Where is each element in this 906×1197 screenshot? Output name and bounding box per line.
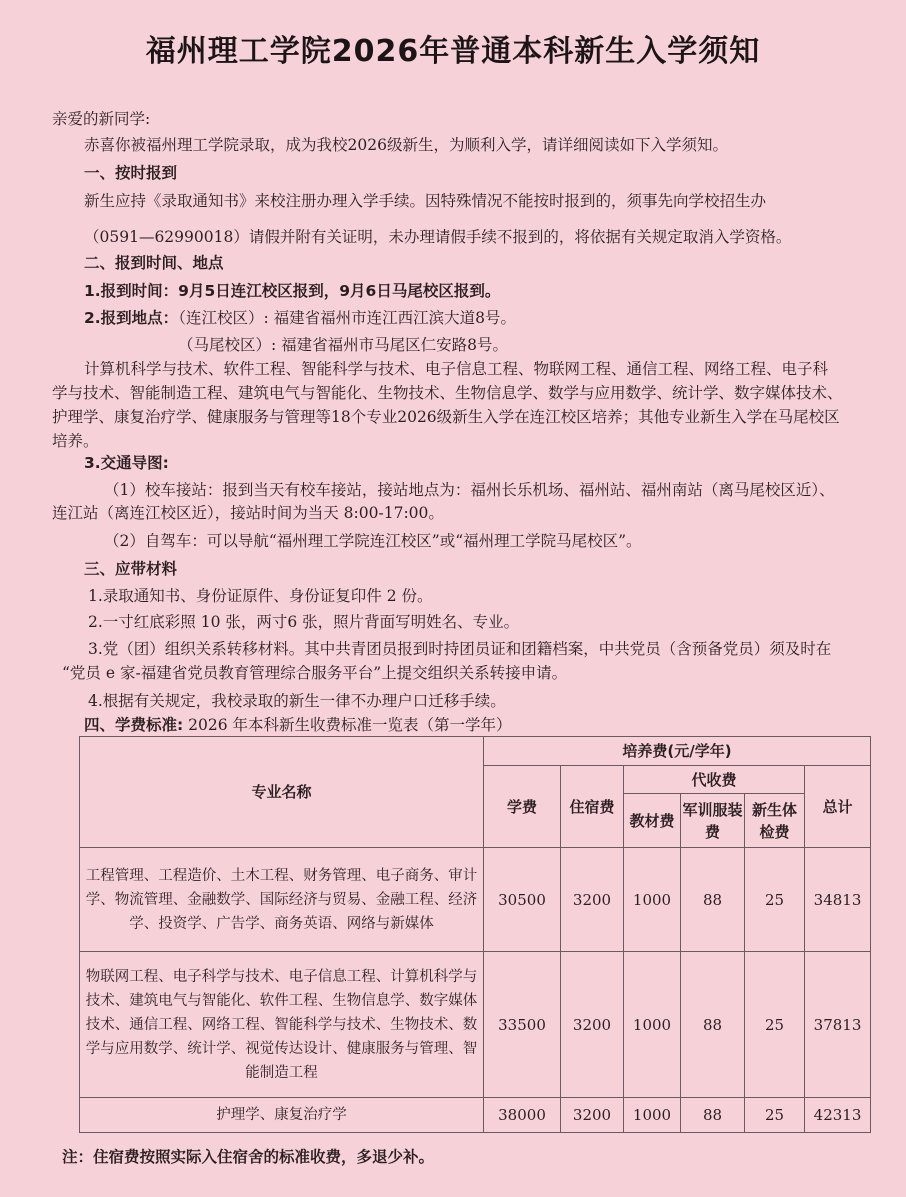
section-3-heading: 三、应带材料 bbox=[84, 560, 178, 578]
row-dorm: 3200 bbox=[561, 848, 624, 952]
header-medical-exam: 新生体检费 bbox=[745, 794, 805, 848]
header-total: 总计 bbox=[805, 766, 871, 848]
self-drive: （2）自驾车：可以导航“福州理工学院连江校区”或“福州理工学院马尾校区”。 bbox=[104, 532, 642, 550]
majors-line-4: 培养。 bbox=[52, 432, 99, 450]
fee-table-caption: 2026 年本科新生收费标准一览表（第一学年） bbox=[188, 716, 512, 734]
row-exam: 25 bbox=[745, 952, 805, 1098]
row-tuition: 30500 bbox=[484, 848, 561, 952]
header-major: 专业名称 bbox=[80, 737, 484, 848]
header-uniform: 军训服装费 bbox=[681, 794, 745, 848]
row-total: 42313 bbox=[805, 1098, 871, 1133]
header-training-fee: 培养费(元/学年) bbox=[484, 737, 871, 766]
section-2-heading: 二、报到时间、地点 bbox=[84, 254, 224, 272]
row-books: 1000 bbox=[624, 1098, 681, 1133]
shuttle-bus-line-1: （1）校车接站：报到当天有校车接站，接站地点为：福州长乐机场、福州站、福州南站（离马尾校区近）、 bbox=[104, 481, 835, 499]
page-title: 福州理工学院2026年普通本科新生入学须知 bbox=[145, 34, 761, 69]
material-item-2: 2.一寸红底彩照 10 张，两寸6 张，照片背面写明姓名、专业。 bbox=[88, 613, 520, 631]
section-4-heading: 四、学费标准: bbox=[84, 716, 184, 734]
row-exam: 25 bbox=[745, 848, 805, 952]
header-tuition: 学费 bbox=[484, 766, 561, 848]
section-1-heading: 一、按时报到 bbox=[84, 164, 178, 182]
row-total: 34813 bbox=[805, 848, 871, 952]
report-place-label: 2.报到地点： bbox=[84, 309, 179, 327]
report-place-row-1 bbox=[84, 307, 516, 329]
row-books: 1000 bbox=[624, 952, 681, 1098]
row-uniform: 88 bbox=[681, 848, 745, 952]
row-uniform: 88 bbox=[681, 952, 745, 1098]
header-collected-fees: 代收费 bbox=[624, 766, 805, 794]
row-majors: 护理学、康复治疗学 bbox=[80, 1098, 484, 1133]
table-row bbox=[80, 952, 871, 1098]
header-dorm: 住宿费 bbox=[561, 766, 624, 848]
shuttle-bus-line-2: 连江站（离连江校区近），接站时间为当天 8:00-17:00。 bbox=[52, 504, 444, 522]
section-1-text-2: （0591—62990018）请假并附有关证明，未办理请假手续不报到的，将依据有关规定取消入学资格。 bbox=[84, 228, 792, 246]
row-uniform: 88 bbox=[681, 1098, 745, 1133]
material-item-1: 1.录取通知书、身份证原件、身份证复印件 2 份。 bbox=[88, 587, 433, 605]
material-item-4: 4.根据有关规定，我校录取的新生一律不办理户口迁移手续。 bbox=[88, 692, 506, 710]
report-place-lianjiang: （连江校区）: 福建省福州市连江西江滨大道8号。 bbox=[178, 309, 516, 327]
table-row bbox=[80, 1098, 871, 1133]
majors-line-1: 计算机科学与技术、软件工程、智能科学与技术、电子信息工程、物联网工程、通信工程、网络工程、电子科 bbox=[84, 360, 829, 378]
footnote: 注：住宿费按照实际入住宿舍的标准收费，多退少补。 bbox=[62, 1148, 435, 1166]
row-majors: 工程管理、工程造价、土木工程、财务管理、电子商务、审计学、物流管理、金融数学、国际经济与贸易、金融工程、经济学、投资学、广告学、商务英语、网络与新媒体 bbox=[80, 848, 484, 952]
traffic-heading: 3.交通导图: bbox=[84, 454, 169, 472]
row-exam: 25 bbox=[745, 1098, 805, 1133]
row-books: 1000 bbox=[624, 848, 681, 952]
header-textbooks: 教材费 bbox=[624, 794, 681, 848]
row-total: 37813 bbox=[805, 952, 871, 1098]
majors-line-3: 护理学、康复治疗学、健康服务与管理等18个专业2026级新生入学在连江校区培养；其他专业新生入学在马尾校区 bbox=[52, 408, 840, 426]
section-4-heading-row bbox=[84, 714, 512, 736]
report-place-mawei: （马尾校区）: 福建省福州市马尾区仁安路8号。 bbox=[178, 336, 509, 354]
material-item-3-cont: “党员 e 家-福建省党员教育管理综合服务平台”上提交组织关系转接申请。 bbox=[62, 664, 568, 682]
report-time: 1.报到时间：9月5日连江校区报到，9月6日马尾校区报到。 bbox=[84, 282, 501, 300]
row-dorm: 3200 bbox=[561, 952, 624, 1098]
row-tuition: 38000 bbox=[484, 1098, 561, 1133]
intro-paragraph: 赤喜你被福州理工学院录取，成为我校2026级新生，为顺利入学，请详细阅读如下入学须知。 bbox=[84, 136, 728, 154]
row-dorm: 3200 bbox=[561, 1098, 624, 1133]
table-row bbox=[80, 848, 871, 952]
greeting: 亲爱的新同学: bbox=[52, 110, 151, 128]
row-tuition: 33500 bbox=[484, 952, 561, 1098]
material-item-3: 3.党（团）组织关系转移材料。其中共青团员报到时持团员证和团籍档案，中共党员（含预备党员）须及时在 bbox=[88, 640, 832, 658]
section-1-text-1: 新生应持《录取通知书》来校注册办理入学手续。因特殊情况不能按时报到的，须事先向学校招生办 bbox=[84, 192, 767, 210]
row-majors: 物联网工程、电子科学与技术、电子信息工程、计算机科学与技术、建筑电气与智能化、软件工程、生物信息学、数字媒体技术、通信工程、网络工程、智能科学与技术、生物技术、数学与应用数学、统计学、视觉传达设计、健康服务与管理、智能制造工程 bbox=[80, 952, 484, 1098]
fee-table bbox=[79, 736, 871, 1133]
majors-line-2: 学与技术、智能制造工程、建筑电气与智能化、生物技术、生物信息学、数学与应用数学、统计学、数字媒体技术、 bbox=[52, 384, 843, 402]
